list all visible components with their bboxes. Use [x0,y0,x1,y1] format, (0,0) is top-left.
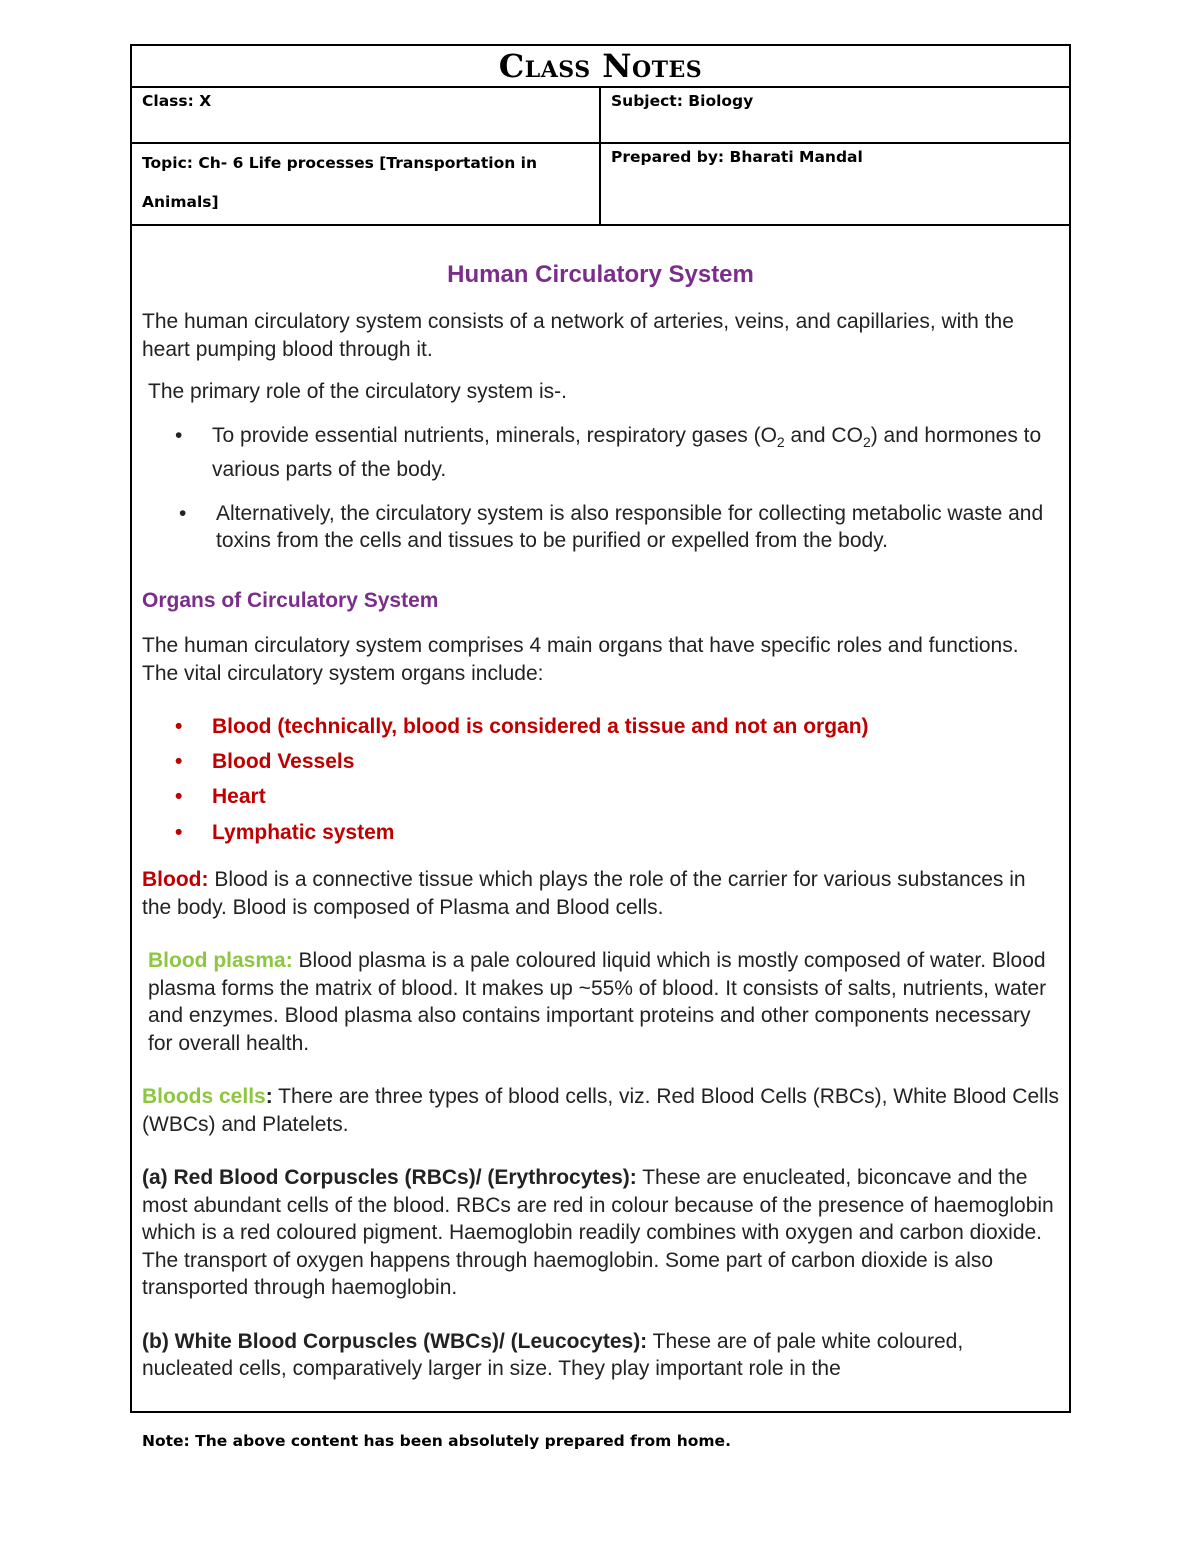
section-heading: Human Circulatory System [447,261,754,288]
wbc-paragraph [142,1328,1059,1383]
bullet-icon: • [175,715,183,739]
organ-label: Lymphatic system [212,821,395,845]
term-label: Blood: [142,868,209,892]
term-label: Blood plasma: [148,949,293,973]
term-label: Bloods cells [142,1085,266,1109]
list-item [142,779,1059,814]
list-item [142,709,1059,744]
page-title: Class Notes [498,47,703,85]
cells-paragraph [142,1083,1059,1138]
primary-role-paragraph: The primary role of the circulatory system is-. [148,380,567,403]
organ-label: Heart [212,785,266,809]
header-row-class-subject [132,88,1069,144]
title-row [132,46,1069,88]
list-item [142,814,1059,851]
term-label: (b) White Blood Corpuscles (WBCs)/ (Leucocytes): [142,1329,648,1353]
header-row-topic-author [132,144,1069,226]
intro-paragraph: The human circulatory system consists of a network of arteries, veins, and capillaries, with the heart pumping blood through it. [142,310,1014,361]
notes-content [132,226,1069,1411]
role-text: Alternatively, the circulatory system is also responsible for collecting metabolic waste and toxins from the cells and tissues to be purified or expelled from the body. [216,501,1044,553]
paragraph-text: These are enucleated, biconcave and the most abundant cells of the blood. RBCs are red in colour because of the presence of haemoglobin which is a red coloured pigment. Haemoglobin readily combines with oxygen and carbon dioxide. The transport of oxygen happens through haemoglobin. Some part of carbon dioxide is also transported through haemoglobin. [142,1166,1054,1300]
bullet-icon: • [175,750,183,774]
bullet-icon: • [175,785,183,809]
topic-cell: Topic: Ch- 6 Life processes [Transportation in Animals] [132,144,601,224]
subject-cell: Subject: Biology [611,92,754,110]
list-item [142,422,1059,484]
list-item [142,500,1059,555]
bullet-icon: • [175,821,183,845]
paragraph-text: These are of pale white coloured, nucleated cells, comparatively larger in size. They play important role in the [142,1329,964,1381]
footer-note: Note: The above content has been absolutely prepared from home. [142,1432,731,1450]
role-text-part: ) and hormones to various parts of the body. [212,423,1042,482]
bullet-icon: • [175,423,183,447]
organ-label: Blood (technically, blood is considered a tissue and not an organ) [212,715,869,739]
bullet-icon: • [179,501,187,525]
term-label: (a) Red Blood Corpuscles (RBCs)/ (Erythrocytes): [142,1166,637,1190]
subscript: 2 [862,433,871,450]
paragraph-text: Blood plasma is a pale coloured liquid which is mostly composed of water. Blood plasma forms the matrix of blood. It makes up ~55% of blood. It consists of salts, nutrients, water and enzymes. Blood plasma also contains important proteins and other components necessary for overall health. [148,949,1047,1055]
organs-heading: Organs of Circulatory System [142,588,439,612]
subscript: 2 [776,433,785,450]
role-text-part: and CO [784,423,863,447]
role-list [142,422,1059,555]
rbc-paragraph [142,1164,1059,1302]
list-item [142,744,1059,779]
blood-paragraph [142,866,1059,921]
plasma-paragraph [142,947,1059,1057]
role-text-part: To provide essential nutrients, minerals, respiratory gases (O [212,423,777,447]
organ-label: Blood Vessels [212,750,355,774]
organs-intro: The human circulatory system comprises 4 main organs that have specific roles and functions. The vital circulatory system organs include: [142,634,1019,685]
organs-list [142,709,1059,851]
paragraph-text: There are three types of blood cells, viz. Red Blood Cells (RBCs), White Blood Cells (WBCs) and Platelets. [142,1085,1059,1136]
paragraph-text: Blood is a connective tissue which plays the role of the carrier for various substances in the body. Blood is composed of Plasma and Blood cells. [142,868,1026,919]
prepared-by-cell: Prepared by: Bharati Mandal [611,148,863,166]
class-cell: Class: X [132,88,601,142]
class-notes-frame [130,44,1071,1413]
term-colon: : [265,1085,273,1109]
